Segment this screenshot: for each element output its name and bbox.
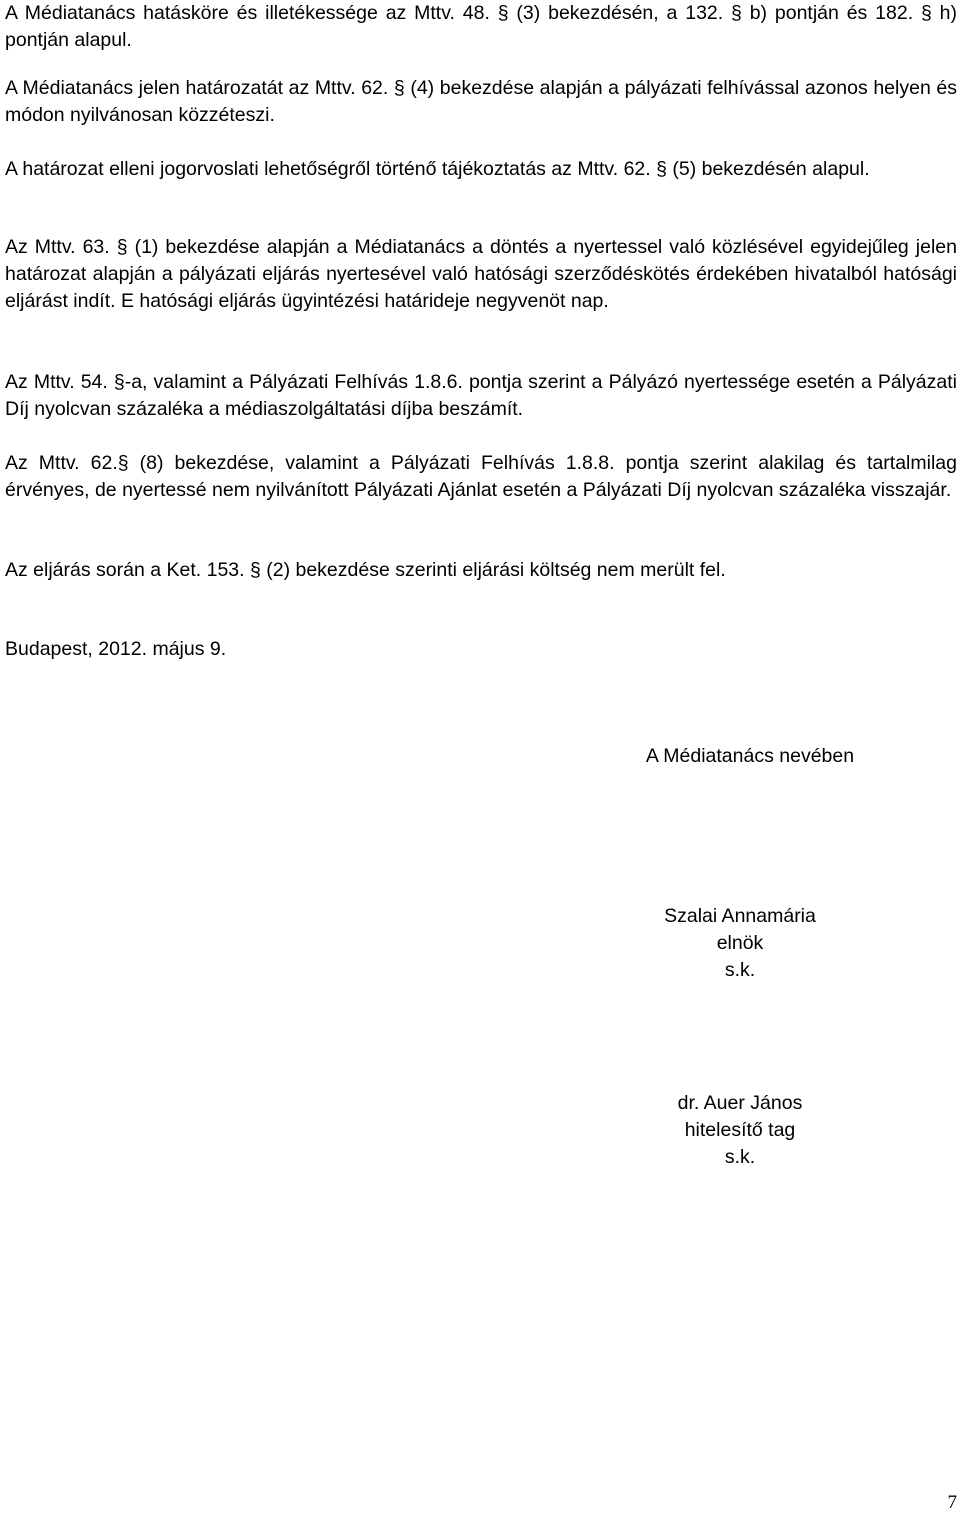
paragraph-contract-procedure: Az Mttv. 63. § (1) bekezdése alapján a Médiatanács a döntés a nyertessel való közlésével egyidejűleg jelen határozat alapján a pályázati eljárás nyertesével való hatósági szerződéskötés érdekében hivatalból hatósági eljárást indít. E hatósági eljárás ügyintézési határideje negyvenöt nap.: [5, 236, 957, 312]
signatory-sk: s.k.: [724, 959, 756, 981]
signature-block-chair: [595, 903, 885, 984]
paragraph-fee-credit: Az Mttv. 54. §-a, valamint a Pályázati Felhívás 1.8.6. pontja szerint a Pályázó nyertessége esetén a Pályázati Díj nyolcvan százaléka a médiaszolgáltatási díjba beszámít.: [5, 371, 957, 420]
signature-block-authenticator: [595, 1090, 885, 1171]
page-number: 7: [947, 1492, 957, 1513]
signatory-role: hitelesítő tag: [684, 1119, 796, 1141]
place-and-date: Budapest, 2012. május 9.: [5, 638, 227, 660]
paragraph-legal-remedy: A határozat elleni jogorvoslati lehetőségről történő tájékoztatás az Mttv. 62. § (5) bekezdésén alapul.: [5, 158, 870, 180]
signatory-role: elnök: [716, 932, 764, 954]
paragraph-publication: A Médiatanács jelen határozatát az Mttv. 62. § (4) bekezdése alapján a pályázati felhívással azonos helyen és módon nyilvánosan közzéteszi.: [5, 77, 957, 126]
on-behalf-line: A Médiatanács nevében: [645, 745, 855, 767]
paragraph-competence: A Médiatanács hatásköre és illetékessége az Mttv. 48. § (3) bekezdésén, a 132. § b) pontján és 182. § h) pontján alapul.: [5, 2, 957, 51]
paragraph-fee-refund: Az Mttv. 62.§ (8) bekezdése, valamint a Pályázati Felhívás 1.8.8. pontja szerint alakilag és tartalmilag érvényes, de nyertessé nem nyilvánított Pályázati Ajánlat esetén a Pályázati Díj nyolcvan százaléka visszajár.: [5, 452, 957, 501]
signatory-name: dr. Auer János: [677, 1092, 803, 1114]
signatory-sk: s.k.: [724, 1146, 756, 1168]
signatory-name: Szalai Annamária: [664, 905, 816, 927]
paragraph-costs: Az eljárás során a Ket. 153. § (2) bekezdése szerinti eljárási költség nem merült fel.: [5, 559, 726, 581]
